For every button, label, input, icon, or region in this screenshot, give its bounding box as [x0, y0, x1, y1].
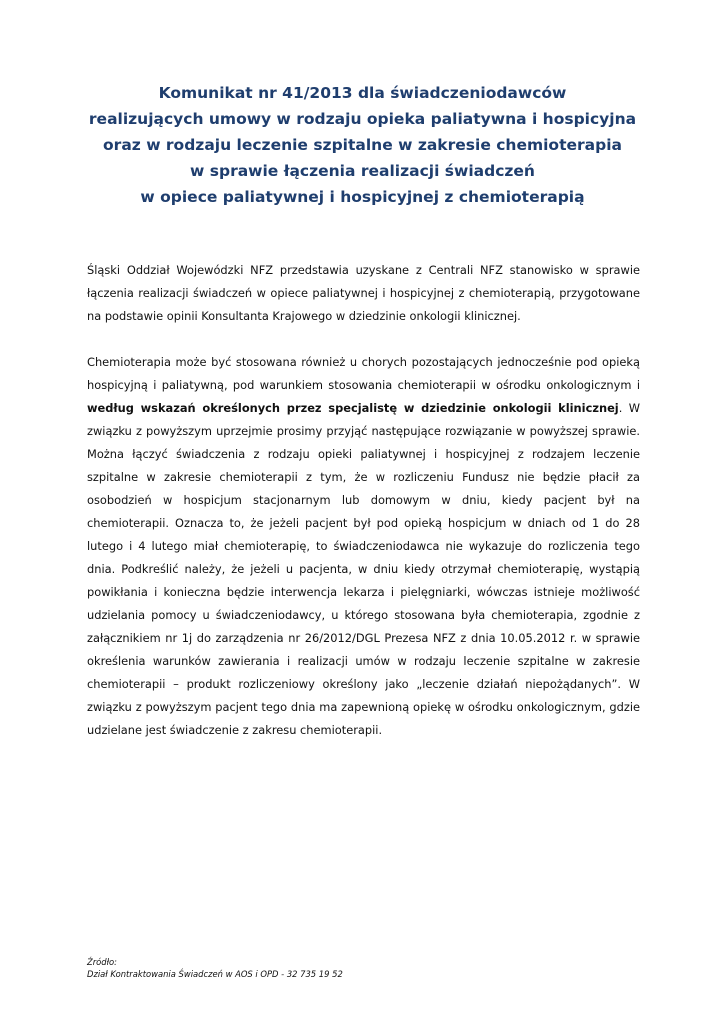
title-line-3: oraz w rodzaju leczenie szpitalne w zakresie chemioterapia [103, 136, 622, 154]
title-line-5: w opiece paliatywnej i hospicyjnej z chemioterapią [140, 188, 585, 206]
paragraph-1: Śląski Oddział Wojewódzki NFZ przedstawia uzyskane z Centrali NFZ stanowisko w sprawie łączenia realizacji świadczeń w opiece paliatywnej i hospicyjnej z chemioterapią, przygotowane na podstawie opinii Konsultanta Krajowego w dziedzinie onkologii klinicznej. [87, 263, 640, 323]
paragraph-2 [87, 351, 640, 742]
source-footer [87, 956, 647, 980]
title-line-1: Komunikat nr 41/2013 dla świadczeniodawców [158, 84, 567, 102]
document-title [60, 80, 665, 210]
title-line-4: w sprawie łączenia realizacji świadczeń [190, 162, 535, 180]
paragraph-2-bold: według wskazań określonych przez specjalistę w dziedzinie onkologii klinicznej [87, 401, 619, 415]
footer-source: Dział Kontraktowania Świadczeń w AOS i OPD - 32 735 19 52 [87, 969, 343, 979]
paragraph-2-part-2: . W związku z powyższym uprzejmie prosimy przyjąć następujące rozwiązanie w powyższej sprawie. Można łączyć świadczenia z rodzaju opieki paliatywnej i hospicyjnej z rodzajem leczenie szpitalne w zakresie chemioterapii z tym, że w rozliczeniu Fundusz nie będzie płacił za osobodzień w hospicjum stacjonarnym lub domowym w dniu, kiedy pacjent był na chemioterapii. Oznacza to, że jeżeli pacjent był pod opieką hospicjum w dniach od 1 do 28 lutego i 4 lutego miał chemioterapię, to świadczeniodawca nie wykazuje do rozliczenia tego dnia. Podkreślić należy, że jeżeli u pacjenta, w dniu kiedy otrzymał chemioterapię, wystąpią powikłania i konieczna będzie interwencja lekarza i pielęgniarki, wówczas istnieje możliwość udzielania pomocy u świadczeniodawcy, u którego stosowana była chemioterapia, zgodnie z załącznikiem nr 1j do zarządzenia nr 26/2012/DGL Prezesa NFZ z dnia 10.05.2012 r. w sprawie określenia warunków zawierania i realizacji umów w rodzaju leczenie szpitalne w zakresie chemioterapii – produkt rozliczeniowy określony jako „leczenie działań niepożądanych”. W związku z powyższym pacjent tego dnia ma zapewnioną opiekę w ośrodku onkologicznym, gdzie udzielane jest świadczenie z zakresu chemioterapii. [87, 401, 640, 737]
paragraph-2-part-1: Chemioterapia może być stosowana również u chorych pozostających jednocześnie pod opieką hospicyjną i paliatywną, pod warunkiem stosowania chemioterapii w ośrodku onkologicznym i [87, 355, 640, 392]
footer-label: Źródło: [87, 957, 117, 967]
document-body [87, 259, 640, 765]
title-line-2: realizujących umowy w rodzaju opieka paliatywna i hospicyjna [88, 110, 637, 128]
